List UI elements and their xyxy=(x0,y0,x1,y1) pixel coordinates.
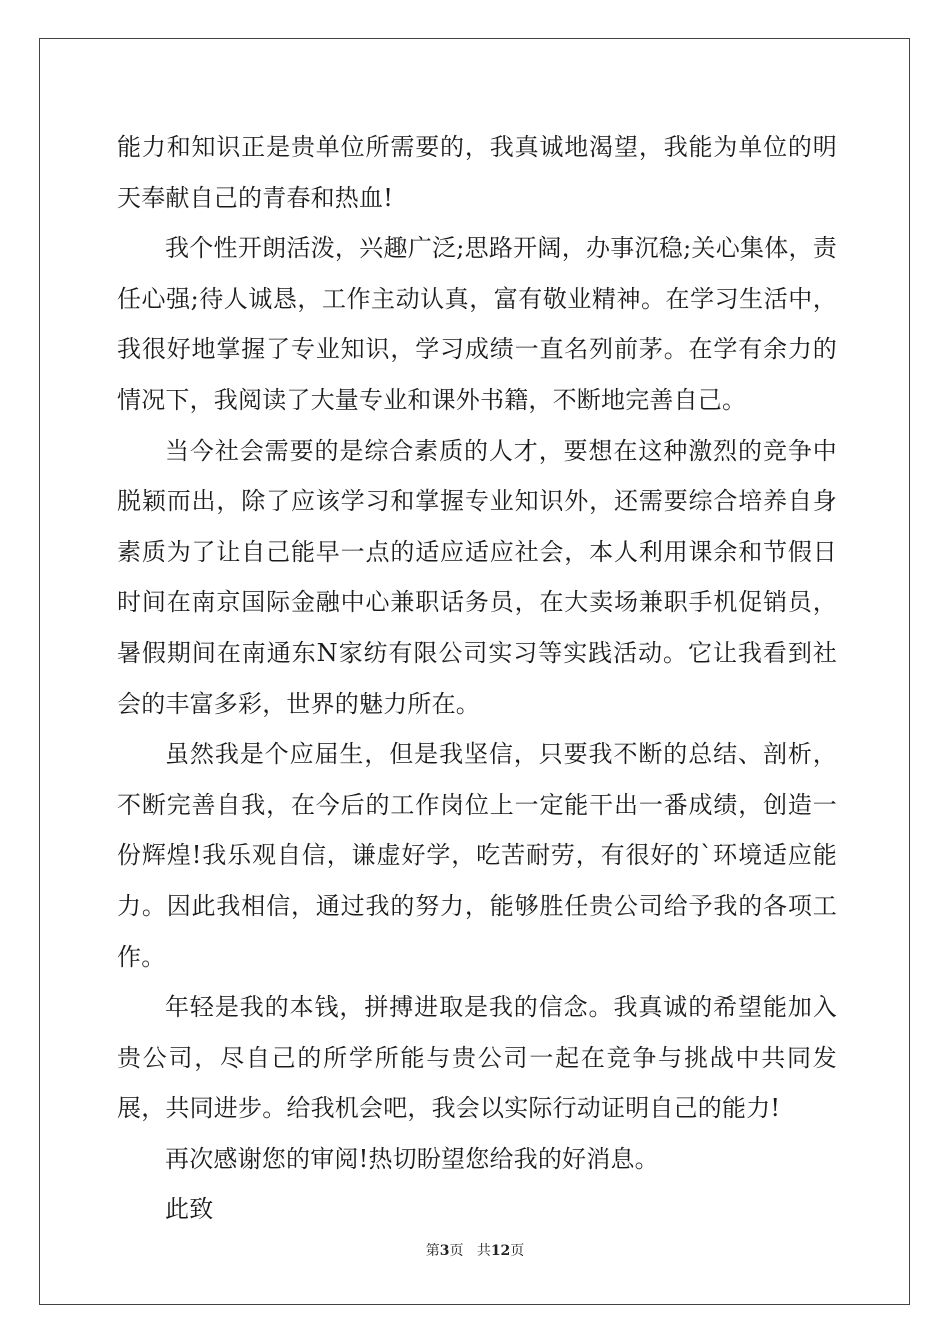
page-suffix: 页 xyxy=(449,1243,464,1259)
page-number: 3 xyxy=(439,1243,450,1259)
total-prefix: 共 xyxy=(476,1243,491,1259)
total-suffix: 页 xyxy=(510,1243,525,1259)
page-footer xyxy=(0,1240,950,1260)
document-body xyxy=(117,122,837,1235)
paragraph-aspiration: 年轻是我的本钱，拼搏进取是我的信念。我真诚的希望能加入贵公司，尽自己的所学所能与贵公司一起在竞争与挑战中共同发展，共同进步。给我机会吧，我会以实际行动证明自己的能力! xyxy=(117,993,837,1123)
paragraph-practice: 当今社会需要的是综合素质的人才，要想在这种激烈的竞争中脱颖而出，除了应该学习和掌握专业知识外，还需要综合培养自身素质为了让自己能早一点的适应适应社会，本人利用课余和节假日时间在南京国际金融中心兼职话务员，在大卖场兼职手机促销员，暑假期间在南通东N家纺有限公司实习等实践活动。它让我看到社会的丰富多彩，世界的魅力所在。 xyxy=(117,436,837,718)
paragraph-closing: 此致 xyxy=(165,1195,214,1224)
paragraph-confidence: 虽然我是个应届生，但是我坚信，只要我不断的总结、剖析，不断完善自我，在今后的工作岗位上一定能干出一番成绩，创造一份辉煌!我乐观自信，谦虚好学，吃苦耐劳，有很好的`环境适应能力。因此我相信，通过我的努力，能够胜任贵公司给予我的各项工作。 xyxy=(117,740,837,971)
paragraph-personality: 我个性开朗活泼，兴趣广泛;思路开阔，办事沉稳;关心集体，责任心强;待人诚恳，工作主动认真，富有敬业精神。在学习生活中，我很好地掌握了专业知识，学习成绩一直名列前茅。在学有余力的情况下，我阅读了大量专业和课外书籍，不断地完善自己。 xyxy=(117,234,837,414)
paragraph-thanks: 再次感谢您的审阅!热切盼望您给我的好消息。 xyxy=(165,1144,659,1173)
page-prefix: 第 xyxy=(425,1243,440,1259)
total-pages: 12 xyxy=(490,1243,511,1259)
paragraph-continuation: 能力和知识正是贵单位所需要的，我真诚地渴望，我能为单位的明天奉献自己的青春和热血! xyxy=(117,133,837,212)
